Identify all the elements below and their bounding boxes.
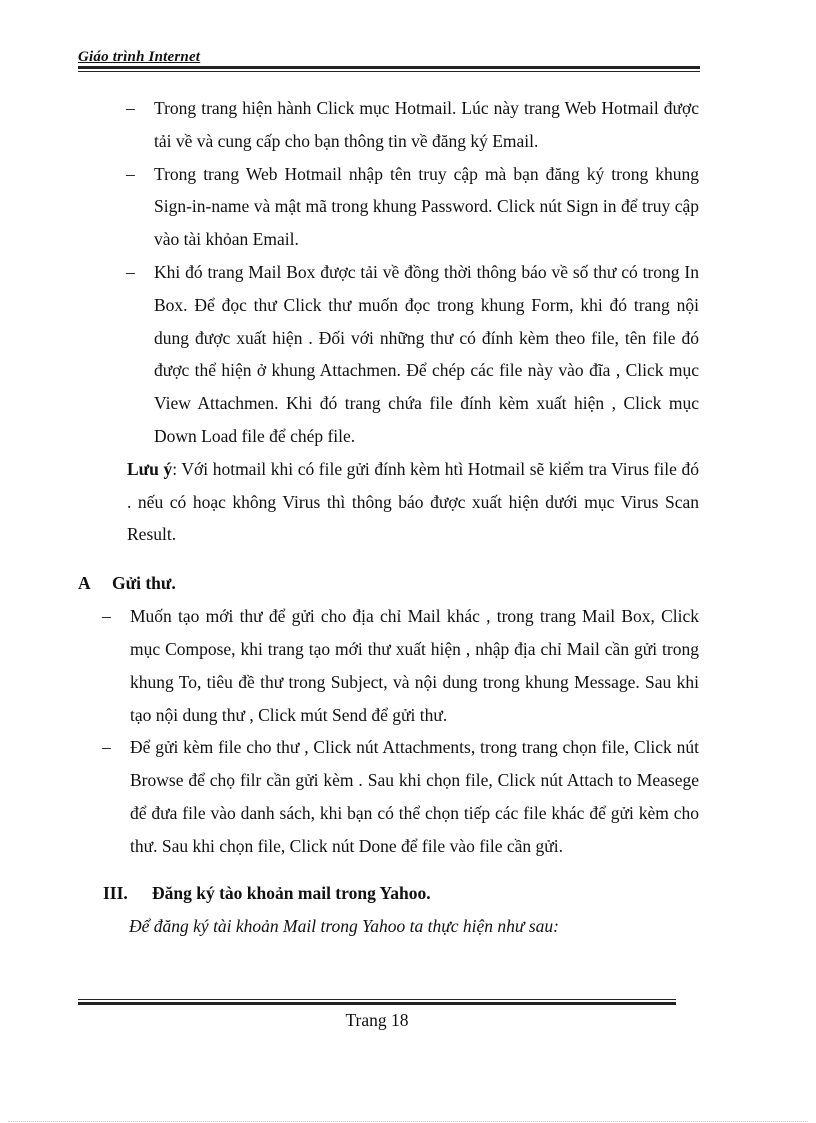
section-three-heading xyxy=(0,877,816,910)
dash-marker: – xyxy=(102,606,111,627)
header-rule-thin xyxy=(78,71,700,72)
list-item xyxy=(102,731,699,862)
hotmail-bullet-list xyxy=(0,92,816,453)
section-three-number: III. xyxy=(103,882,128,903)
page-edge-divider xyxy=(8,1121,808,1122)
section-three-title: Đăng ký tào khoản mail trong Yahoo. xyxy=(152,882,431,903)
section-a-heading xyxy=(0,567,816,600)
header-title: Giáo trình Internet xyxy=(78,49,201,65)
page-number: Trang 18 xyxy=(345,1010,409,1030)
section-a-bullet-list xyxy=(0,600,816,862)
list-item-text: Trong trang Web Hotmail nhập tên truy cập mà bạn đăng ký trong khung Sign-in-name và mật mã trong khung Password. Click nút Sign in để truy cập vào tài khỏan Email. xyxy=(154,163,699,250)
footer-rule-thick xyxy=(78,1002,676,1005)
dash-marker: – xyxy=(126,163,135,184)
section-three-intro: Để đăng ký tài khoản Mail trong Yahoo ta thực hiện như sau: xyxy=(129,915,559,936)
list-item xyxy=(102,600,699,731)
section-a-letter: A xyxy=(78,573,91,594)
header-rule-thick xyxy=(78,66,700,69)
list-item-text: Trong trang hiện hành Click mục Hotmail. Lúc này trang Web Hotmail được tải về và cung cấp cho bạn thông tin về đăng ký Email. xyxy=(154,98,699,151)
dash-marker: – xyxy=(126,98,135,118)
list-item xyxy=(126,256,699,453)
note-label: Lưu ý xyxy=(127,458,173,479)
note-paragraph xyxy=(127,453,699,551)
list-item-text: Để gửi kèm file cho thư , Click nút Attachments, trong trang chọn file, Click nút Browse để chọ filr cần gửi kèm . Sau khi chọn file, Click nút Attach to Measege để đưa file vào danh sách, khi bạn có thể chọn tiếp các file khác để gửi kèm cho thư. Sau khi chọn file, Click nút Done để file vào file cần gửi. xyxy=(130,737,699,856)
page-body xyxy=(0,92,816,942)
footer-rule-thin xyxy=(78,999,676,1000)
list-item xyxy=(126,158,699,256)
list-item xyxy=(126,92,699,158)
list-item-text: Khi đó trang Mail Box được tải về đồng thời thông báo về số thư có trong In Box. Để đọc thư Click thư muốn đọc trong khung Form, khi đó trang nội dung được xuất hiện . Đối với những thư có đính kèm theo file, tên file đó được thể hiện ở khung Attachmen. Để chép các file này vào đĩa , Click mục View Attachmen. Khi đó trang chứa file đính kèm xuất hiện , Click mục Down Load file để chép file. xyxy=(154,261,699,446)
dash-marker: – xyxy=(126,261,135,282)
note-text: : Với hotmail khi có file gửi đính kèm htì Hotmail sẽ kiểm tra Virus file đó . nếu có hoạc không Virus thì thông báo được xuất hiện dưới mục Virus Scan Result. xyxy=(127,458,699,545)
dash-marker: – xyxy=(102,737,111,758)
list-item-text: Muốn tạo mới thư để gửi cho địa chỉ Mail khác , trong trang Mail Box, Click mục Compose, khi trang tạo mới thư xuất hiện , nhập địa chỉ Mail cần gửi trong khung To, tiêu đề thư trong Subject, và nội dung trong khung Message. Sau khi tạo nội dung thư , Click mút Send để gửi thư. xyxy=(130,606,699,725)
section-a-title: Gửi thư. xyxy=(112,573,176,594)
